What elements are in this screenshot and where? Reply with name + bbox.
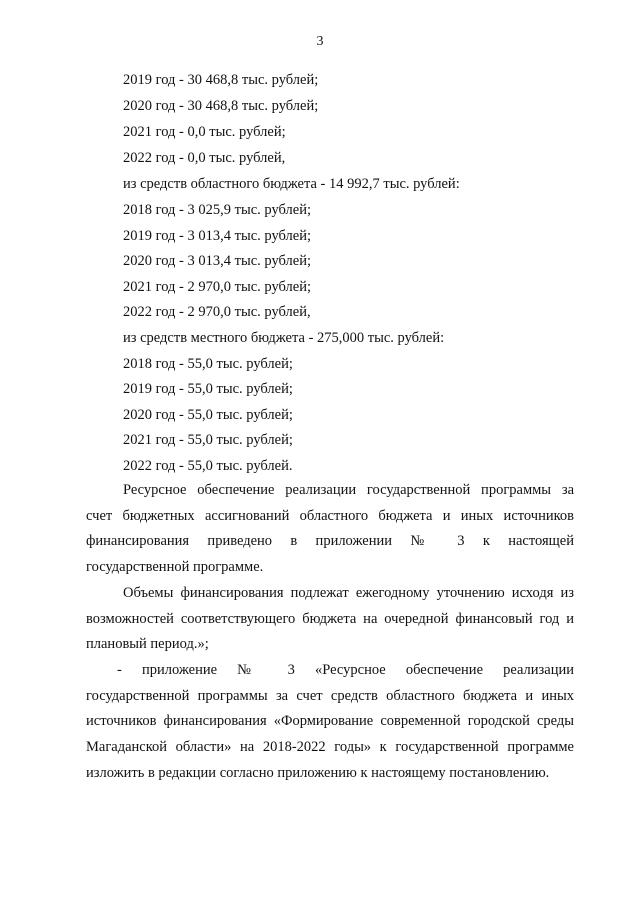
budget-line-13: 2019 год - 55,0 тыс. рублей; <box>123 381 293 397</box>
appendix-line-5: изложить в редакции согласно приложению к настоящему постановлению. <box>86 764 550 781</box>
appendix-line-3: источников финансирования «Формирование современной городской среды <box>86 713 574 730</box>
appendix-line-4: Магаданской области» на 2018-2022 годы» к государственной программе <box>86 739 574 756</box>
resources-paragraph <box>86 478 574 581</box>
page-number: 3 <box>316 34 324 49</box>
regional-budget-heading: из средств областного бюджета - 14 992,7 тыс. рублей: <box>123 176 460 192</box>
budget-line-2: 2020 год - 30 468,8 тыс. рублей; <box>123 98 319 114</box>
budget-line-8: 2020 год - 3 013,4 тыс. рублей; <box>123 253 311 269</box>
budget-line-10: 2022 год - 2 970,0 тыс. рублей, <box>123 304 311 320</box>
budget-line-16: 2022 год - 55,0 тыс. рублей. <box>123 458 293 474</box>
resources-line-1: Ресурсное обеспечение реализации государственной программы за <box>123 482 574 498</box>
budget-line-6: 2018 год - 3 025,9 тыс. рублей; <box>123 202 311 218</box>
appendix-paragraph <box>86 658 574 787</box>
budget-line-3: 2021 год - 0,0 тыс. рублей; <box>123 124 286 140</box>
budget-line-4: 2022 год - 0,0 тыс. рублей, <box>123 150 286 166</box>
local-budget-heading: из средств местного бюджета - 275,000 тыс. рублей: <box>123 330 445 346</box>
volumes-line-2: возможностей соответствующего бюджета на очередной финансовый год и <box>86 610 574 627</box>
volumes-line-1: Объемы финансирования подлежат ежегодному уточнению исходя из <box>123 585 574 601</box>
budget-line-1: 2019 год - 30 468,8 тыс. рублей; <box>123 72 319 88</box>
appendix-line-2: государственной программы за счет средств областного бюджета и иных <box>86 687 574 704</box>
volumes-line-3: плановый период.»; <box>86 636 209 653</box>
volumes-paragraph <box>86 581 574 658</box>
budget-line-9: 2021 год - 2 970,0 тыс. рублей; <box>123 279 311 295</box>
budget-line-12: 2018 год - 55,0 тыс. рублей; <box>123 356 293 372</box>
resources-line-3: финансирования приведено в приложении № 3 к настоящей <box>86 533 574 550</box>
appendix-line-1: - приложение № 3 «Ресурсное обеспечение реализации <box>117 662 574 678</box>
budget-line-14: 2020 год - 55,0 тыс. рублей; <box>123 407 293 423</box>
resources-line-4: государственной программе. <box>86 559 264 576</box>
budget-line-7: 2019 год - 3 013,4 тыс. рублей; <box>123 228 311 244</box>
budget-line-15: 2021 год - 55,0 тыс. рублей; <box>123 432 293 448</box>
resources-line-2: счет бюджетных ассигнований областного бюджета и иных источников <box>86 507 574 524</box>
